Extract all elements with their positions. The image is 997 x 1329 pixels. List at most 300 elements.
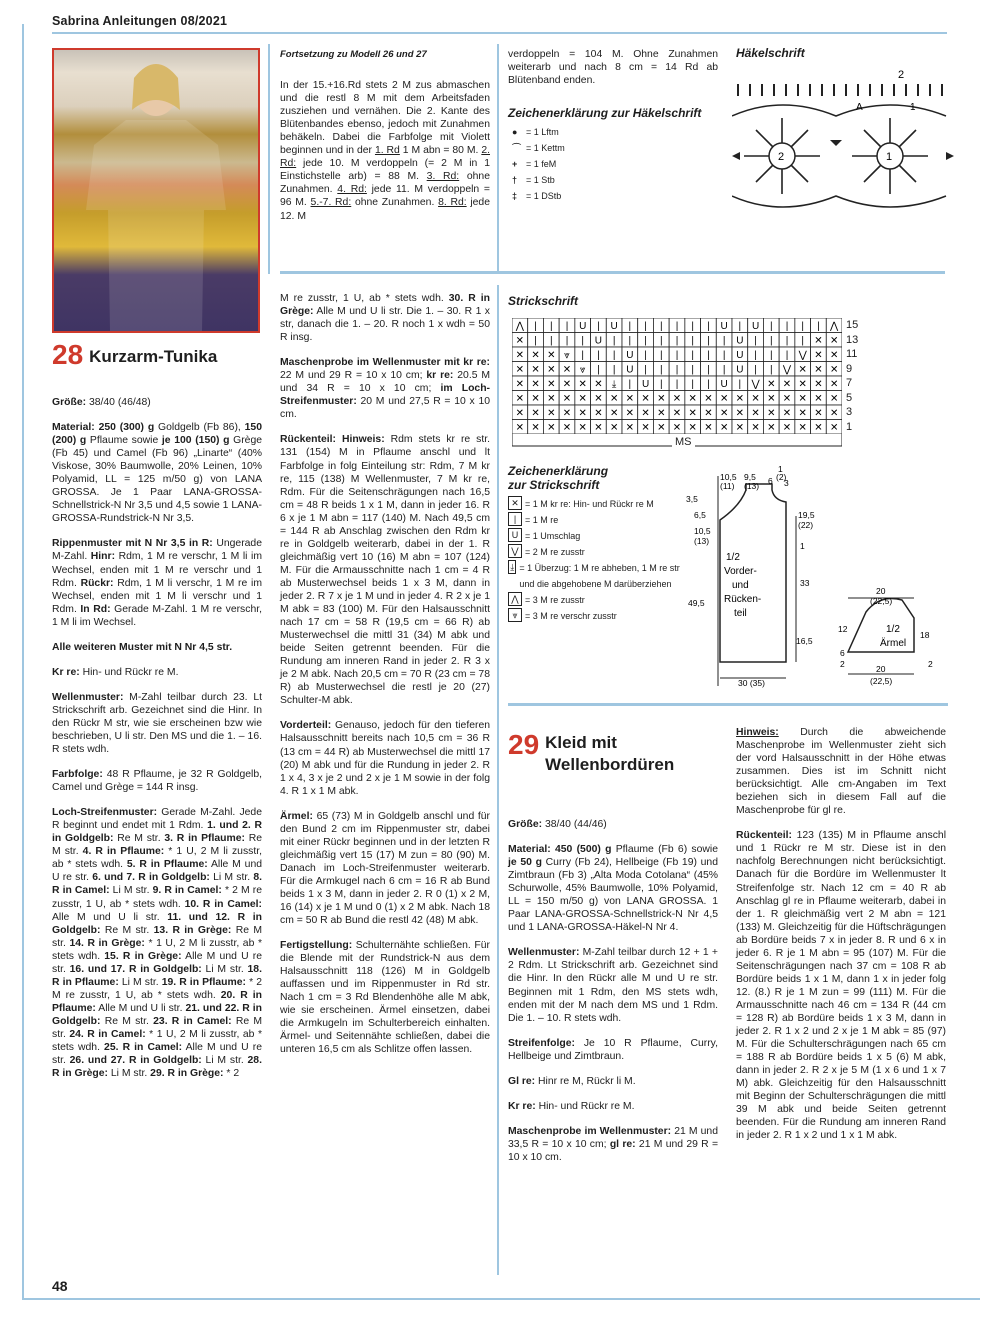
crochet-label-a: A	[856, 102, 863, 113]
knitting-legend-text: = 1 Überzug: 1 M re abheben, 1 M re str und die abgehobene M darüberziehen	[519, 563, 680, 589]
knitting-cell-symbol: ✕	[547, 350, 556, 361]
knitting-cell-symbol: |	[691, 335, 695, 347]
body-label-1: 1/2	[726, 552, 740, 563]
col1-paragraph: Loch-Streifenmuster: Gerade M-Zahl. Jede R beginnt und endet mit 1 Rdm. 1. und 2. R in Goldgelb: Re M str. 3. R in Pflaume: Re M str. 4. R in Pflaume: * 1 U, 2 M li zusstr, ab * stets wdh. 5. R in Pflaume: Alle M und U re str. 6. und 7. R in Goldgelb: Li M str. 8. R in Camel: Li M str. 9. R in Camel: * 2 M re zusstr, 1 U, ab * stets wdh. 10. R in Camel: Alle M und U li str. 11. und 12. R in Goldgelb: Re M str. 13. R in Grège: Re M str. 14. R in Grège: * 1 U, 2 M li zusstr, ab * stets wdh. 15. R in Grège: Alle M und U re str. 16. und 17. R in Goldgelb: Li M str. 18. R in Pflaume: Li M str. 19. R in Pflaume: * 2 M re zusstr, 1 U, ab * stets wdh. 20. R in Pflaume: Alle M und U li str. 21. und 22. R in Goldgelb: Re M str. 23. R in Camel: Re M str. 24. R in Camel: * 1 U, 2 M li zusstr, ab * stets wdh. 25. R in Camel: Alle M und U re str. 26. und 27. R in Goldgelb: Li M str. 28. R in Grège: Li M str. 29. R in Grège: * 2	[52, 807, 263, 1080]
knitting-cell-symbol: |	[644, 321, 647, 332]
knitting-cell-symbol: U	[626, 364, 634, 376]
knitting-cell-symbol: ✕	[704, 408, 713, 419]
m-l2: 6,5	[694, 510, 706, 520]
knitting-legend-block	[508, 464, 688, 624]
model28-text-col2	[280, 292, 490, 1069]
crochet-legend-text: = 1 Stb	[526, 175, 555, 186]
knitting-cell-symbol: ✕	[814, 408, 823, 419]
knitting-cell-symbol: ✕	[767, 408, 776, 419]
model29-title-2: Wellenbordüren	[545, 755, 675, 774]
knitting-cell-symbol: ✕	[814, 364, 823, 376]
m-top2b: (13)	[744, 481, 760, 491]
knitting-cell-symbol: ✕	[814, 422, 823, 434]
m-s-topb: (22,5)	[870, 596, 893, 606]
knitting-cell-symbol: ⋁	[751, 379, 760, 390]
knitting-cell-symbol: U	[736, 350, 744, 361]
m-l5: 49,5	[688, 598, 705, 608]
knitting-cell-symbol: ⤓	[611, 379, 617, 390]
knitting-cell-symbol: ✕	[641, 393, 650, 405]
knit-symbol-icon: |	[508, 512, 522, 526]
knitting-cell-symbol: |	[707, 379, 710, 390]
knitting-cell-symbol: ✕	[798, 408, 807, 419]
knitting-cell-symbol: ✕	[547, 393, 556, 405]
col3-paragraph: Material: 450 (500) g Pflaume (Fb 6) sowie je 50 g Curry (Fb 24), Hellbeige (Fb 19) und Zimtbraun (Fb 3) „Alta Moda Cotolana“ (45% Schurwolle, 45% Baumwolle, 10% Polyamid, LL = 150 m/50 g) von LANA GROSSA. 1 Paar LANA-GROSSA-Schnellstrick-N Nr 4,5 und 1 LANA-GROSSA-Häkel-N Nr 4.	[508, 844, 718, 934]
model-photo	[52, 48, 260, 333]
m-s-bottom: 20	[876, 664, 886, 674]
model28-text-col1	[52, 396, 262, 1092]
knitting-cell-symbol: ✕	[562, 379, 572, 390]
knitting-cell-symbol: ✕	[547, 422, 556, 434]
row-label: 13	[846, 333, 859, 346]
knitting-legend-text: = 3 M re verschr zusstr	[525, 611, 617, 621]
knitting-cell-symbol: |	[534, 335, 537, 347]
knitting-cell-symbol: |	[722, 364, 726, 376]
m-s-r1: 18	[920, 630, 930, 640]
col1-paragraph: Alle weiteren Muster mit N Nr 4,5 str.	[52, 641, 233, 653]
knitting-cell-symbol: |	[707, 335, 710, 347]
m-l1: 3,5	[686, 494, 698, 504]
knit-symbol-icon: ⩔	[508, 608, 522, 622]
knitting-cell-symbol: ✕	[578, 422, 587, 434]
knitting-cell-symbol: |	[659, 379, 663, 390]
m-top5: 3	[784, 478, 789, 488]
knitting-cell-symbol: ✕	[735, 408, 745, 419]
m-r2: (22)	[798, 520, 814, 530]
knitting-cell-symbol: U	[720, 321, 728, 332]
knitting-cell-symbol: ✕	[735, 422, 745, 434]
col4-paragraph: Rückenteil: 123 (135) M in Pflaume anschl und 1 Rückr re M str. Diese ist in den nachfolg Berechnungen nicht berücksichtigt. Danach für die Bordüre im Wellenmuster lt Streifenfolge str. Nach 12 cm = 40 R ab Anschlag gl re in Pflaume weiterarb, dabei in der 1. R gleichmäßig vert 2 M abn = 121 (133) M. Gleichzeitig für die Hüftschrägungen ab Bordüre beids 7 x in jeder 8. R und 6 x in jeder 6. R je 1 M abn = 95 (107) M. Für die Seitenschrägungen nach 37 cm = 108 R ab Bordüre beids 1 x 1 M, dann 1 x in jeder folg 12. (8.) R je 1 M zun = 99 (111) M. Für die Armausschnitte nach 46 cm = 134 R (44 cm = 128 R) ab Bordüre beids 1 x 3 M, dann in jeder 2. R 1 x 2 und 2 x je 1 M abk = 85 (97) M. Für die Schulterschrägungen nach 65 cm = 188 R ab Bordüre beids 1 x 5 (6) M abk, dann in jeder 2. R 2 x je 5 M (1 x 6 und 1 x 7 M) abk. Gleichzeitig für den Halsausschnitt mit Beginn der Schulterschrägungen die mittl 39 M abk und beide Seiten getrennt beenden. Für die Rundung am inneren Rand in jeder 2. R 1 x 2 und 1 x 1 M abk.	[736, 830, 946, 1142]
knitting-cell-symbol: ✕	[562, 393, 572, 405]
body-label-2: Vorder-	[724, 566, 757, 577]
knitting-cell-symbol: |	[691, 350, 695, 361]
knitting-cell-symbol: ✕	[704, 422, 713, 434]
knitting-cell-symbol: |	[549, 335, 553, 347]
knitting-legend-item	[508, 496, 688, 512]
knitting-cell-symbol: ✕	[719, 422, 729, 434]
knitting-legend-item	[508, 528, 688, 544]
knitting-cell-symbol: ✕	[829, 422, 839, 434]
m-r3: 1	[800, 541, 805, 551]
m-bottom: 30 (35)	[738, 678, 765, 688]
knitting-cell-symbol: |	[754, 364, 757, 376]
knitting-cell-symbol: |	[675, 335, 679, 347]
continuation-block	[280, 48, 490, 235]
knitting-cell-symbol: ✕	[735, 393, 745, 405]
crochet-symbol-icon: ‡	[512, 191, 518, 202]
knitting-cell-symbol: ✕	[578, 393, 587, 405]
knitting-cell-symbol: |	[675, 379, 679, 390]
knitting-cell-symbol: ✕	[782, 422, 792, 434]
header-rule	[52, 32, 947, 34]
col3-paragraph: Gl re: Hinr re M, Rückr li M.	[508, 1075, 636, 1087]
knitting-cell-symbol: ✕	[829, 379, 839, 390]
knitting-cell-symbol: |	[597, 321, 600, 332]
knitting-cell-symbol: |	[597, 350, 600, 361]
crochet-legend-text: = 1 DStb	[526, 191, 562, 202]
knitting-cell-symbol: ⋀	[830, 321, 839, 332]
knitting-cell-symbol: |	[722, 335, 726, 347]
knitting-cell-symbol: |	[628, 335, 632, 347]
knitting-cell-symbol: |	[769, 364, 773, 376]
row-label: 1	[846, 420, 853, 433]
knitting-cell-symbol: ✕	[547, 364, 556, 376]
crochet-legend-text: = 1 feM	[526, 159, 557, 170]
knitting-cell-symbol: ✕	[594, 408, 603, 419]
ms-label: MS	[672, 436, 695, 448]
knitting-cell-symbol: |	[785, 350, 789, 361]
knitting-cell-symbol: |	[785, 335, 789, 347]
crochet-legend-item	[512, 156, 718, 172]
col2-paragraph: Ärmel: 65 (73) M in Goldgelb anschl und für den Bund 2 cm im Rippenmuster str, dabei mit einer Rückr beginnen und in der letzten R gleichmäßig vert 15 (17) M zun = 80 (90) M. Danach im Loch-Streifenmuster weiterarb. Für die Armkugel nach 6 cm = 16 R ab Bund beids 1 x 3 M, dann in jeder 2. R 0 (1) x 2 M, 16 (14) x je 1 M und 0 (1) x 2 M abk. Nach 18 cm = 50 R ab Bund die restl 42 (48) M abk.	[280, 810, 490, 927]
knitting-cell-symbol: |	[675, 321, 679, 332]
model28-heading	[52, 339, 218, 370]
knitting-cell-symbol: |	[549, 321, 553, 332]
m-r1: 19,5	[798, 510, 815, 520]
knitting-cell-symbol: ✕	[829, 393, 839, 405]
knitting-cell-symbol: ✕	[515, 408, 525, 419]
knitting-cell-symbol: ✕	[814, 379, 823, 390]
knitting-cell-symbol: ✕	[594, 393, 603, 405]
knitting-cell-symbol: ✕	[625, 408, 635, 419]
knitting-cell-symbol: ⋁	[798, 350, 807, 361]
knitting-cell-symbol: ✕	[547, 408, 556, 419]
col3-paragraph: Größe: 38/40 (44/46)	[508, 819, 607, 830]
knitting-cell-symbol: ✕	[767, 422, 776, 434]
knitting-cell-symbol: |	[738, 321, 742, 332]
knitting-cell-symbol: |	[581, 335, 585, 347]
knit-symbol-icon: ✕	[508, 496, 522, 510]
col1-paragraph: Farbfolge: 48 R Pflaume, je 32 R Goldgelb, Camel und Grège = 144 R insg.	[52, 769, 262, 794]
crochet-label-round2: 2	[778, 151, 785, 163]
m-l4: (13)	[694, 536, 710, 546]
knitting-cell-symbol: ✕	[829, 335, 839, 347]
knitting-cell-symbol: ✕	[641, 422, 650, 434]
knitting-cell-symbol: ✕	[719, 393, 729, 405]
knitting-cell-symbol: ✕	[625, 422, 635, 434]
knitting-cell-symbol: ✕	[578, 379, 587, 390]
model29-text-col3	[508, 818, 718, 1176]
knitting-cell-symbol: U	[641, 379, 650, 390]
knitting-cell-symbol: |	[612, 350, 616, 361]
knitting-cell-symbol: U	[610, 321, 618, 332]
knitting-cell-symbol: |	[801, 321, 805, 332]
knitting-cell-symbol: ✕	[814, 393, 823, 405]
page-frame-left	[22, 24, 24, 1300]
crochet-legend-text: = 1 Lftm	[526, 127, 559, 138]
knitting-cell-symbol: |	[738, 379, 742, 390]
knitting-legend	[508, 496, 688, 624]
knitting-cell-symbol: |	[691, 379, 695, 390]
row-label: 5	[846, 391, 853, 404]
knitting-cell-symbol: |	[675, 350, 679, 361]
knitting-chart-row-labels	[846, 318, 858, 434]
knitting-chart-grid	[512, 318, 842, 439]
knitting-legend-item	[508, 544, 688, 560]
m-s-l2: 6	[840, 648, 845, 658]
knitting-cell-symbol: |	[769, 321, 773, 332]
knitting-cell-symbol: |	[801, 335, 805, 347]
knitting-cell-symbol: |	[707, 364, 710, 376]
m-s-bottomb: (22,5)	[870, 676, 893, 686]
knitting-legend-text: = 2 M re zusstr	[525, 547, 585, 557]
knit-symbol-icon: ⤓	[508, 560, 516, 574]
knitting-cell-symbol: |	[675, 364, 679, 376]
knitting-cell-symbol: ✕	[609, 408, 619, 419]
knitting-cell-symbol: ✕	[562, 364, 572, 376]
crochet-label-2-top: 2	[898, 69, 905, 81]
m-top1: 10,5	[720, 472, 737, 482]
footer-rule	[22, 1298, 980, 1300]
knitting-cell-symbol: ✕	[562, 422, 572, 434]
knitting-cell-symbol: ⋀	[515, 321, 524, 332]
knitting-cell-symbol: |	[769, 350, 773, 361]
tunic-illustration	[54, 50, 258, 331]
knitting-cell-symbol: ✕	[798, 364, 807, 376]
knitting-cell-symbol: ✕	[625, 393, 635, 405]
knitting-cell-symbol: ✕	[672, 422, 682, 434]
m-top1b: (11)	[720, 481, 735, 491]
col1-paragraph: Wellenmuster: M-Zahl teilbar durch 23. Lt Strickschrift arb. Gezeichnet sind die Hinr. In den Rückr M str, wie sie erscheinen bzw wie beschrieben, U li str. Den MS und die 1. – 16. R stets wdh.	[52, 691, 262, 756]
continuation-end-text: verdoppeln = 104 M. Ohne Zunahmen weiterarb und nach 8 cm = 14 Rd ab Blütenband enden.	[508, 49, 718, 87]
knitting-cell-symbol: |	[691, 321, 695, 332]
knitting-cell-symbol: ✕	[798, 422, 807, 434]
knitting-legend-title-2: zur Strickschrift	[508, 478, 600, 492]
m-s-r2: 2	[928, 659, 933, 669]
knitting-cell-symbol: |	[659, 335, 663, 347]
knitting-cell-symbol: |	[691, 364, 695, 376]
knitting-cell-symbol: ✕	[531, 379, 540, 390]
m-s-l1: 12	[838, 624, 848, 634]
crochet-symbol-icon: ⌒	[512, 143, 522, 154]
knitting-cell-symbol: ✕	[547, 379, 556, 390]
col2-paragraph: M re zusstr, 1 U, ab * stets wdh. 30. R in Grège: Alle M und U li str. Die 1. – 30. R 1 x str, danach die 1. – 20. R noch 1 x wdh = 50 R insg.	[280, 293, 490, 344]
knitting-cell-symbol: U	[579, 321, 587, 332]
divider-col3-main	[497, 285, 499, 1275]
row-label: 3	[846, 406, 853, 418]
knitting-cell-symbol: |	[817, 321, 820, 332]
knitting-cell-symbol: |	[659, 321, 663, 332]
m-s-l3: 2	[840, 659, 845, 669]
knitting-cell-symbol: U	[751, 321, 760, 332]
knitting-cell-symbol: |	[628, 321, 632, 332]
knitting-cell-symbol: ⩔	[564, 350, 570, 361]
page-number: 48	[52, 1278, 68, 1294]
body-label-4: Rücken-	[724, 594, 762, 605]
m-r4: 33	[800, 578, 810, 588]
crochet-symbol-icon: +	[512, 159, 518, 170]
knitting-chart-title: Strickschrift	[508, 294, 579, 308]
knitting-cell-symbol: ✕	[672, 408, 682, 419]
model29-number: 29	[508, 729, 540, 760]
rule-model29	[508, 703, 948, 706]
knitting-cell-symbol: ✕	[578, 408, 587, 419]
knitting-cell-symbol: |	[707, 350, 710, 361]
col1-paragraph: Größe: 38/40 (46/48)	[52, 397, 151, 408]
model29-heading	[508, 729, 675, 776]
crochet-legend-title: Zeichenerklärung zur Häkelschrift	[508, 106, 702, 121]
knitting-cell-symbol: ✕	[751, 422, 760, 434]
continuation-heading: Fortsetzung zu Modell 26 und 27	[280, 49, 427, 60]
knitting-cell-symbol: ✕	[814, 350, 823, 361]
knitting-cell-symbol: ✕	[515, 422, 525, 434]
knitting-cell-symbol: ✕	[531, 364, 540, 376]
knitting-cell-symbol: ⋁	[782, 364, 792, 376]
knitting-cell-symbol: ✕	[782, 408, 792, 419]
knitting-cell-symbol: U	[626, 350, 634, 361]
row-label: 11	[846, 348, 858, 360]
knitting-cell-symbol: |	[644, 350, 647, 361]
knitting-cell-symbol: ✕	[672, 393, 682, 405]
knitting-grid-svg	[512, 318, 842, 434]
knitting-cell-symbol: |	[785, 321, 789, 332]
crochet-label-1-top: 1	[910, 102, 916, 113]
knitting-legend-item	[508, 592, 688, 608]
m-top3: 6	[768, 476, 773, 486]
knitting-cell-symbol: U	[720, 379, 728, 390]
crochet-label-round1: 1	[886, 151, 893, 163]
m-r5: 16,5	[796, 636, 813, 646]
knitting-cell-symbol: |	[754, 335, 757, 347]
knitting-cell-symbol: ✕	[798, 393, 807, 405]
crochet-legend-text: = 1 Kettm	[526, 143, 565, 154]
sleeve-label-2: Ärmel	[880, 638, 907, 649]
knitting-legend-text: = 3 M re zusstr	[525, 595, 585, 605]
knitting-cell-symbol: U	[736, 364, 744, 376]
knitting-legend-item	[508, 512, 688, 528]
knitting-cell-symbol: |	[644, 364, 647, 376]
crochet-diagram	[732, 66, 962, 214]
row-label: 7	[846, 377, 853, 389]
sleeve-label-1: 1/2	[886, 624, 900, 635]
knitting-cell-symbol: ✕	[719, 408, 729, 419]
knitting-cell-symbol: |	[581, 350, 585, 361]
knitting-cell-symbol: ✕	[704, 393, 713, 405]
knitting-cell-symbol: |	[707, 321, 710, 332]
knitting-cell-symbol: ✕	[515, 335, 525, 347]
knitting-legend-text: = 1 Umschlag	[525, 531, 581, 541]
knitting-cell-symbol: ✕	[829, 364, 839, 376]
col2-paragraph: Rückenteil: Hinweis: Rdm stets kr re str. 131 (154) M in Pflaume anschl und lt Farbfolge in folg Einteilung str: Rdm, 7 M kr re, 115 (138) M Wellenmuster, 7 M kr re, Rdm. Für die Seitenschrägungen nach 16,5 cm = 48 R beids 1 x 1 M, dann in jeder 16. R 6 x je 1 M abn = 117 (140) M. Nach 49,5 cm = 144 R ab Anschlag zwischen den Rdm kr re in Goldgelb weiterarb, dabei in der 1. R gleichmäßig vert 10 (16) M abn = 107 (124) M. Für die Armausschnitte nach 1 cm = 4 R ab Musterwechsel beids 1 x 3 M, dann in jeder 2. R 7 x je 1 M und in jeder 4. R 2 x je 1 M abk = 83 (100) M. Für den Halsausschnitt nach 17 cm = 58 R (19,5 cm = 66 R) ab Musterwechsel die mittl 31 (34) M abk und beide Seiten getrennt beenden. Für die Rundung am inneren Rand in jeder 2. R 3 x je 2 M abk. Nach 20,5 cm = 70 R (23 cm = 78 R) ab Musterwechsel die restl je 20 (27) Schulter-M abk.	[280, 434, 490, 707]
knitting-cell-symbol: ✕	[767, 379, 776, 390]
knitting-cell-symbol: |	[565, 335, 569, 347]
col3-paragraph: Wellenmuster: M-Zahl teilbar durch 12 + 1 + 2 Rdm. Lt Strickschrift arb. Gezeichnet sind die Hinr. In den Rückr alle M und U re str. Beginnen mit 1 Rdm, den MS stets wdh, enden mit der M nach dem MS und 1 Rdm. Die 1. – 10. R stets wdh.	[508, 947, 718, 1024]
knit-symbol-icon: U	[508, 528, 522, 542]
knit-symbol-icon: ⋀	[508, 592, 522, 606]
col3-paragraph: Kr re: Hin- und Rückr re M.	[508, 1100, 635, 1112]
knitting-cell-symbol: ✕	[751, 393, 760, 405]
knitting-cell-symbol: ✕	[531, 393, 540, 405]
knitting-cell-symbol: ✕	[657, 422, 666, 434]
knitting-cell-symbol: ✕	[609, 422, 619, 434]
body-label-3: und	[732, 580, 749, 591]
knitting-cell-symbol: ✕	[531, 350, 540, 361]
knitting-legend-item	[508, 560, 688, 592]
knitting-cell-symbol: ✕	[531, 422, 540, 434]
knitting-cell-symbol: ✕	[829, 408, 839, 419]
col1-paragraph: Material: 250 (300) g Goldgelb (Fb 86), 150 (200) g Pflaume sowie je 100 (150) g Grège (Fb 45) und Camel (Fb 96) „Linarte“ (40% Viskose, 30% Baumwolle, 20% Leinen, 10% Polyamid, LL = 125 m/50 g) von LANA GROSSA. Je 1 Paar LANA-GROSSA-Schnellstrick-N Nr 3,5 und 4,5 sowie 1 LANA-GROSSA-Rundstrick-N Nr 3,5.	[52, 422, 262, 525]
model28-title: Kurzarm-Tunika	[89, 347, 218, 366]
col2-paragraph: Maschenprobe im Wellenmuster mit kr re: 22 M und 29 R = 10 x 10 cm; kr re: 20.5 M und 34 R = 10 x 10 cm; im Loch-Streifenmuster: 20 M und 27,5 R = 10 x 10 cm.	[280, 357, 491, 421]
knitting-cell-symbol: U	[736, 335, 744, 347]
knitting-cell-symbol: ✕	[829, 350, 839, 361]
crochet-legend-item	[512, 124, 718, 140]
col2-paragraph: Fertigstellung: Schulternähte schließen. Für die Blende mit der Rundstrick-N aus dem Halsausschnitt 118 (126) M in Goldgelb auffassen und im Rippenmuster in Rd str. Nach 1 cm = 3 Rd Blendenhöhe alle M abk, wie sie erscheinen. Ärmel einsetzen, dabei die Armkugeln im Schulterbereich einhalten. Ärmel- und Seitennähte schließen, dabei die unteren 16,5 cm als Schlitze offen lassen.	[280, 940, 490, 1056]
model29-title-1: Kleid mit	[545, 733, 617, 752]
m-top4: 1	[778, 464, 783, 474]
page-header: Sabrina Anleitungen 08/2021	[52, 14, 228, 28]
knitting-legend-text: = 1 M kr re: Hin- und Rückr re M	[525, 499, 654, 509]
crochet-legend-item	[512, 140, 718, 156]
body-label-5: teil	[734, 608, 747, 619]
row-label: 15	[846, 319, 859, 331]
knitting-cell-symbol: ✕	[657, 393, 666, 405]
knitting-cell-symbol: |	[769, 335, 773, 347]
crochet-legend-item	[512, 172, 718, 188]
knitting-cell-symbol: |	[612, 364, 616, 376]
knitting-cell-symbol: ✕	[609, 393, 619, 405]
knitting-legend-title-1: Zeichenerklärung	[508, 464, 609, 478]
knitting-cell-symbol: ✕	[814, 335, 823, 347]
knit-symbol-icon: ⋁	[508, 544, 522, 558]
knitting-cell-symbol: ✕	[594, 379, 603, 390]
divider-col3-left	[497, 44, 499, 274]
knitting-cell-symbol: |	[644, 335, 647, 347]
m-top2: 9,5	[744, 472, 756, 482]
m-l3: 10,5	[694, 526, 711, 536]
knitting-cell-symbol: |	[754, 350, 757, 361]
m-s-top: 20	[876, 586, 886, 596]
knitting-cell-symbol: ✕	[688, 422, 697, 434]
knitting-cell-symbol: |	[659, 350, 663, 361]
knitting-cell-symbol: ✕	[515, 364, 525, 376]
knitting-cell-symbol: |	[612, 335, 616, 347]
knitting-cell-symbol: |	[659, 364, 663, 376]
knitting-cell-symbol: ✕	[515, 379, 525, 390]
col2-paragraph: Vorderteil: Genauso, jedoch für den tieferen Halsausschnitt bereits nach 10,5 cm = 36 R (13 cm = 44 R) ab Musterwechsel die mittl 17 (20) M abk und für die Rundung in jeder 2. R 1 x 4, 3 x je 2 und 2 x je 1 M sowie in der folg 4. R 1 x 1 M abk.	[280, 720, 490, 797]
knitting-cell-symbol: ✕	[657, 408, 666, 419]
knitting-cell-symbol: ✕	[641, 408, 650, 419]
crochet-legend	[512, 124, 718, 204]
knitting-legend-item	[508, 608, 688, 624]
crochet-symbol-icon: ●	[512, 127, 518, 138]
knitting-cell-symbol: ✕	[782, 393, 792, 405]
knitting-cell-symbol: ⩔	[579, 364, 586, 376]
continuation-end-block	[508, 48, 718, 204]
knitting-cell-symbol: ✕	[767, 393, 776, 405]
knitting-cell-symbol: ✕	[798, 379, 807, 390]
col1-paragraph: Rippenmuster mit N Nr 3,5 in R: Ungerade M-Zahl. Hinr: Rdm, 1 M re verschr, 1 M li im Wechsel, enden mit 1 M re verschr und 1 Rdm. Rückr: Rdm, 1 M li verschr, 1 M re im Wechsel, enden mit 1 M li verschr und 1 Rdm. In Rd: Gerade M-Zahl. 1 M re verschr, 1 M li im Wechsel.	[52, 538, 263, 628]
crochet-title: Häkelschrift	[736, 46, 805, 60]
col1-paragraph: Kr re: Hin- und Rückr re M.	[52, 666, 179, 678]
knitting-cell-symbol: |	[565, 321, 569, 332]
row-label: 9	[846, 362, 853, 375]
continuation-text: In der 15.+16.Rd stets 2 M zus abmaschen und die restl 8 M mit dem Arbeitsfaden zusziehen und vernähen. Die 2. Kante des Blütenbandes ebenso, jedoch mit Zunahmen behäkeln. Dabei die Farbfolge mit Violett beginnen und in der 1. Rd 1 M abn = 80 M. 2. Rd: jede 10. M verdoppeln (= 2 M in 1 Einstichstelle arb) = 88 M. 3. Rd: ohne Zunahmen. 4. Rd: jede 11. M verdoppeln = 96 M. 5.-7. Rd: ohne Zunahmen. 8. Rd: jede 12. M	[280, 80, 490, 222]
knitting-cell-symbol: ✕	[751, 408, 760, 419]
crochet-legend-item	[512, 188, 718, 204]
knitting-cell-symbol: |	[534, 321, 537, 332]
knitting-cell-symbol: ✕	[594, 422, 603, 434]
knitting-legend-text: = 1 M re	[525, 515, 559, 525]
knitting-cell-symbol: ✕	[531, 408, 540, 419]
crochet-symbol-icon: †	[512, 175, 518, 186]
knitting-cell-symbol: |	[722, 350, 726, 361]
garment-schematic	[680, 460, 950, 692]
